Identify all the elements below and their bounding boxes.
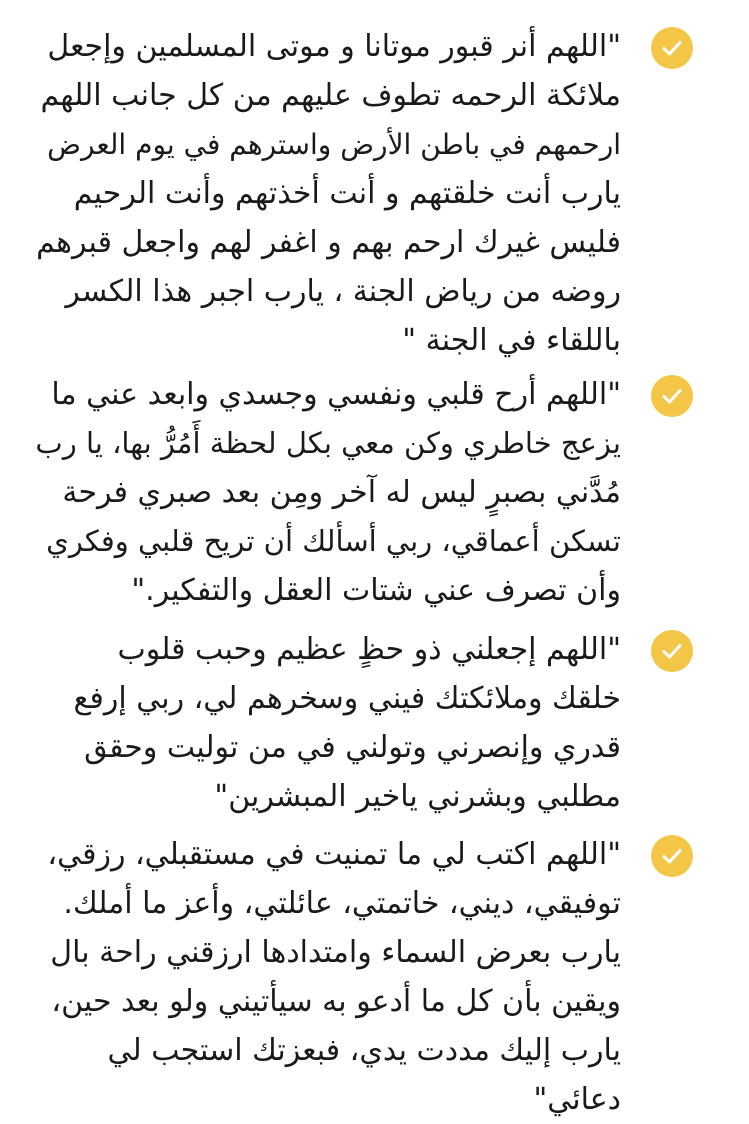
dua-text xyxy=(31,22,621,365)
text-line: وأن تصرف عني شتات العقل والتفكير." xyxy=(131,573,621,608)
text-line: "اللهم إجعلني ذو حظٍ عظيم وحبب قلوب xyxy=(117,632,621,667)
dua-text xyxy=(31,830,621,1124)
text-line: يارب بعرض السماء وامتدادها ارزقني راحة بال xyxy=(50,935,621,970)
check-circle-icon xyxy=(651,375,693,417)
dua-text xyxy=(31,625,621,821)
text-line: يارب أنت خلقتهم و أنت أخذتهم وأنت الرحيم xyxy=(73,176,621,211)
text-line: ويقين بأن كل ما أدعو به سيأتيني ولو بعد حين، xyxy=(51,984,621,1019)
text-line: "اللهم أنر قبور موتانا و موتى المسلمين وإجعل xyxy=(47,29,621,64)
text-line: يارب إليك مددت يدي، فبعزتك استجب لي xyxy=(107,1033,621,1068)
text-line: ارحمهم في باطن الأرض واسترهم في يوم العرض xyxy=(47,128,621,161)
text-line: يزعج خاطري وكن معي بكل لحظة أَمُرُّ بها، يا رب xyxy=(35,426,621,460)
text-line: مُدَّني بصبرٍ ليس له آخر ومِن بعد صبري فرحة xyxy=(62,475,621,510)
text-line: باللقاء في الجنة " xyxy=(402,323,621,358)
check-circle-icon xyxy=(651,630,693,672)
dua-text xyxy=(31,370,621,615)
text-line: مطلبي وبشرني ياخير المبشرين" xyxy=(214,779,621,814)
text-line: تسكن أعماقي، ربي أسألك أن تريح قلبي وفكري xyxy=(46,524,621,558)
text-line: "اللهم أرح قلبي ونفسي وجسدي وابعد عني ما xyxy=(51,377,621,412)
text-line: روضه من رياض الجنة ، يارب اجبر هذا الكسر xyxy=(65,274,621,309)
text-line: توفيقي، ديني، خاتمتي، عائلتي، وأعز ما أملك. xyxy=(63,886,621,921)
text-line: قدري وإنصرني وتولني في من توليت وحقق xyxy=(84,730,621,765)
text-line: فليس غيرك ارحم بهم و اغفر لهم واجعل قبرهم xyxy=(36,225,621,260)
check-circle-icon xyxy=(651,27,693,69)
text-line: خلقك وملائكتك فيني وسخرهم لي، ربي إرفع xyxy=(73,681,621,716)
text-line: "اللهم اكتب لي ما تمنيت في مستقبلي، رزقي، xyxy=(47,837,621,872)
text-line: دعائي" xyxy=(533,1082,621,1117)
text-line: ملائكة الرحمه تطوف عليهم من كل جانب اللهم xyxy=(40,78,621,113)
check-circle-icon xyxy=(651,835,693,877)
